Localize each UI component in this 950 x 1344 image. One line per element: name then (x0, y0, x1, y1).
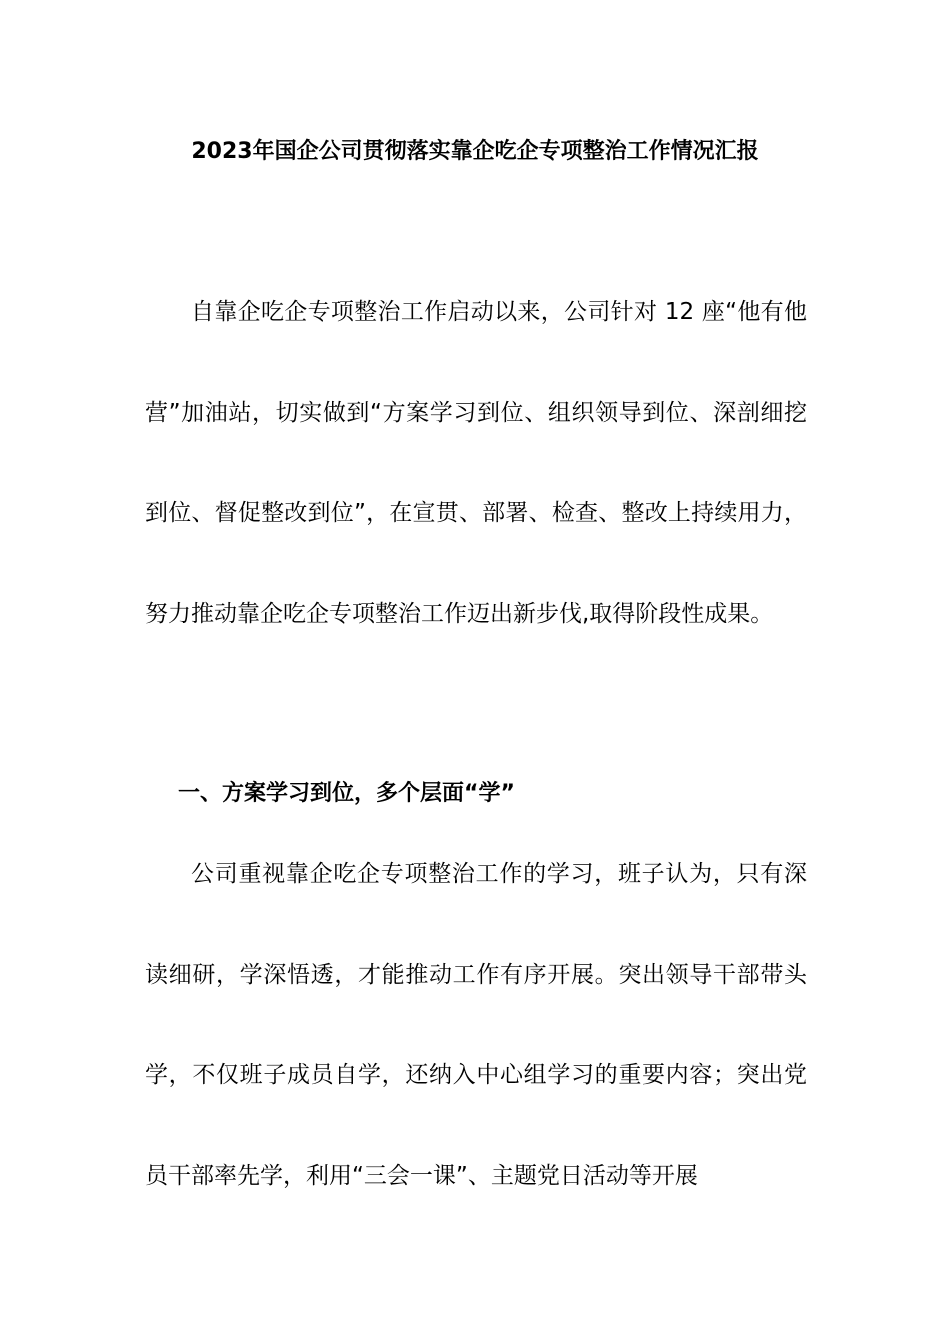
section-paragraph: 公司重视靠企吃企专项整治工作的学习，班子认为，只有深读细研，学深悟透，才能推动工作有序开展。突出领导干部带头学，不仅班子成员自学，还纳入中心组学习的重要内容；突出党员干部率先学，利用“三会一课”、主题党日活动等开展 (145, 861, 807, 1189)
document-title: 2023年国企公司贯彻落实靠企吃企专项整治工作情况汇报 (191, 139, 759, 164)
section-heading: 一、方案学习到位，多个层面“学” (178, 781, 515, 806)
intro-paragraph: 自靠企吃企专项整治工作启动以来，公司针对 12 座“他有他营”加油站，切实做到“方案学习到位、组织领导到位、深剖细挖到位、督促整改到位”，在宣贯、部署、检查、整改上持续用力，努力推动靠企吃企专项整治工作迈出新步伐,取得阶段性成果。 (145, 299, 807, 627)
